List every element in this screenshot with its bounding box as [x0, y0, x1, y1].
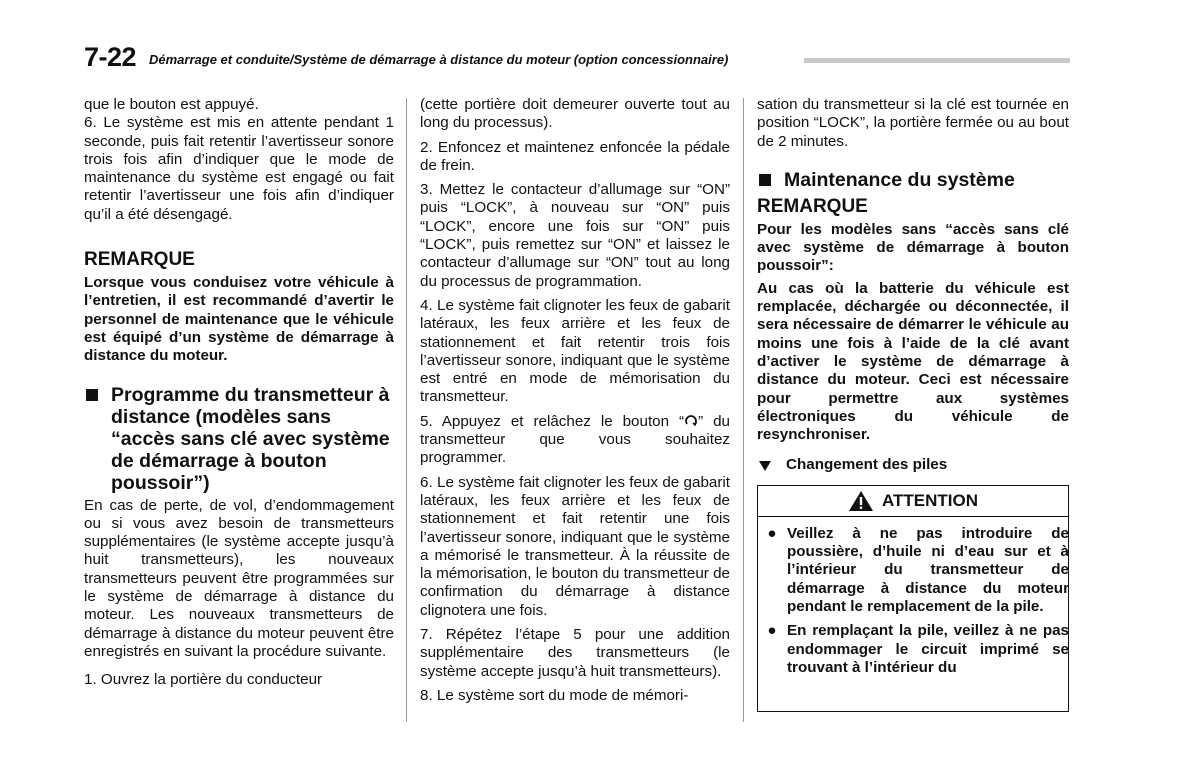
column-divider [406, 98, 407, 722]
header-rule [804, 58, 1070, 63]
attention-banner [757, 485, 1069, 517]
triangle-down-icon [759, 461, 771, 471]
remote-start-icon [684, 414, 698, 428]
list-item-text: Veillez à ne pas introduire de poussière, d’huile ni d’eau sur et à l’intérieur du transmetteur de démarrage à distance du moteur pendant le remplacement de la pile. [787, 524, 1069, 615]
list-item [757, 622, 1069, 677]
page-title: Démarrage et conduite/Système de démarrage à distance du moteur (option concessionnaire) [149, 52, 729, 67]
column-3 [757, 96, 1069, 677]
step-6: 6. Le système est mis en attente pendant 1 seconde, puis fait retentir l’avertisseur sonore trois fois afin d’indiquer que le mode de maintenance du système est engagé ou fait retentir l’avertisseur une fois afin d’indiquer qu’il a été désengagé. [84, 114, 394, 223]
section-heading-text: Programme du transmetteur à distance (modèles sans “accès sans clé avec système de démarrage à bouton poussoir”) [111, 383, 390, 494]
page-header [84, 42, 1070, 72]
remarque-text: Au cas où la batterie du véhicule est remplacée, déchargée ou déconnectée, il sera nécessaire de démarrer le véhicule au moins une fois à l’aide de la clé avant d’activer le système de démarrage à distance du moteur. Ceci est nécessaire pour permettre aux systèmes électroniques du véhicule de resynchroniser. [757, 279, 1069, 444]
section-heading [757, 169, 1069, 191]
list-item-text: En remplaçant la pile, veillez à ne pas endommager le circuit imprimé se trouvant à l’intérieur du [787, 622, 1069, 676]
warning-triangle-icon [848, 490, 874, 512]
section-heading-text: Maintenance du système [784, 168, 1015, 191]
step-8: 8. Le système sort du mode de mémori- [420, 686, 689, 704]
subheading [757, 456, 1069, 474]
step-6: 6. Le système fait clignoter les feux de gabarit latéraux, les feux arrière et les feux de stationnement et fait retentir une fois l’avertisseur sonore, indiquant que le système a mémorisé le transmetteur. À la réussite de la mémorisation, le bouton du transmetteur de confirmation du démarrage à distance clignotera une fois. [420, 473, 730, 619]
paragraph: sation du transmetteur si la clé est tournée en position “LOCK”, la portière fermée ou au bout de 2 minutes. [757, 96, 1069, 150]
square-bullet-icon [86, 389, 98, 401]
step-5-text-a: 5. Appuyez et relâchez le bouton “ [420, 412, 685, 430]
column-divider [743, 98, 744, 722]
bullet-dot-icon: ● [767, 524, 777, 542]
list-item [757, 525, 1069, 616]
subheading-text: Changement des piles [786, 456, 948, 474]
remarque-heading: REMARQUE [84, 249, 195, 271]
step-3: 3. Mettez le contacteur d’allumage sur “ON” puis “LOCK”, à nouveau sur “ON” puis “LOCK”, encore une fois sur “ON” puis “LOCK”, puis remettez sur “ON” et laissez le contacteur d’allumage sur “ON” tout au long du processus de programmation. [420, 181, 730, 290]
attention-list [757, 525, 1069, 677]
square-bullet-icon [759, 174, 771, 186]
paragraph: que le bouton est appuyé. [84, 96, 259, 113]
remarque-heading: REMARQUE [757, 195, 868, 217]
step-4: 4. Le système fait clignoter les feux de gabarit latéraux, les feux arrière et les feux de stationnement et fait retentir trois fois l’avertisseur sonore, indiquant que le système est entré en mode de mémorisation du transmetteur. [420, 296, 730, 406]
paragraph: En cas de perte, de vol, d’endommagement ou si vous avez besoin de transmetteurs supplémentaires (le système accepte jusqu’à huit transmetteurs), les nouveaux transmetteurs peuvent être programmées sur le système de démarrage à distance du moteur. Les nouveaux transmetteurs de démarrage à distance du moteur peuvent être enregistrés en suivant la procédure suivante. [84, 496, 394, 660]
paragraph: (cette portière doit demeurer ouverte tout au long du processus). [420, 96, 730, 132]
section-heading [84, 384, 394, 494]
remarque-text: Lorsque vous conduisez votre véhicule à l’entretien, il est recommandé d’avertir le personnel de maintenance que le véhicule est équipé d’un système de démarrage à distance du moteur. [84, 274, 394, 365]
column-1 [84, 96, 394, 690]
step-2: 2. Enfoncez et maintenez enfoncée la pédale de frein. [420, 138, 730, 174]
step-5-text-b: ” du transmetteur que vous souhaitez programmer. [420, 412, 731, 467]
bullet-dot-icon: ● [767, 622, 777, 640]
step-5 [420, 413, 730, 468]
column-2 [420, 96, 730, 705]
page-number: 7-22 [84, 42, 137, 72]
step-7: 7. Répétez l’étape 5 pour une addition supplémentaire des transmetteurs (le système accepte jusqu’à huit transmetteurs). [420, 626, 730, 680]
remarque-text: Pour les modèles sans “accès sans clé avec système de démarrage à bouton poussoir”: [757, 220, 1069, 275]
attention-label: ATTENTION [881, 490, 978, 510]
step-1: 1. Ouvrez la portière du conducteur [84, 671, 323, 689]
